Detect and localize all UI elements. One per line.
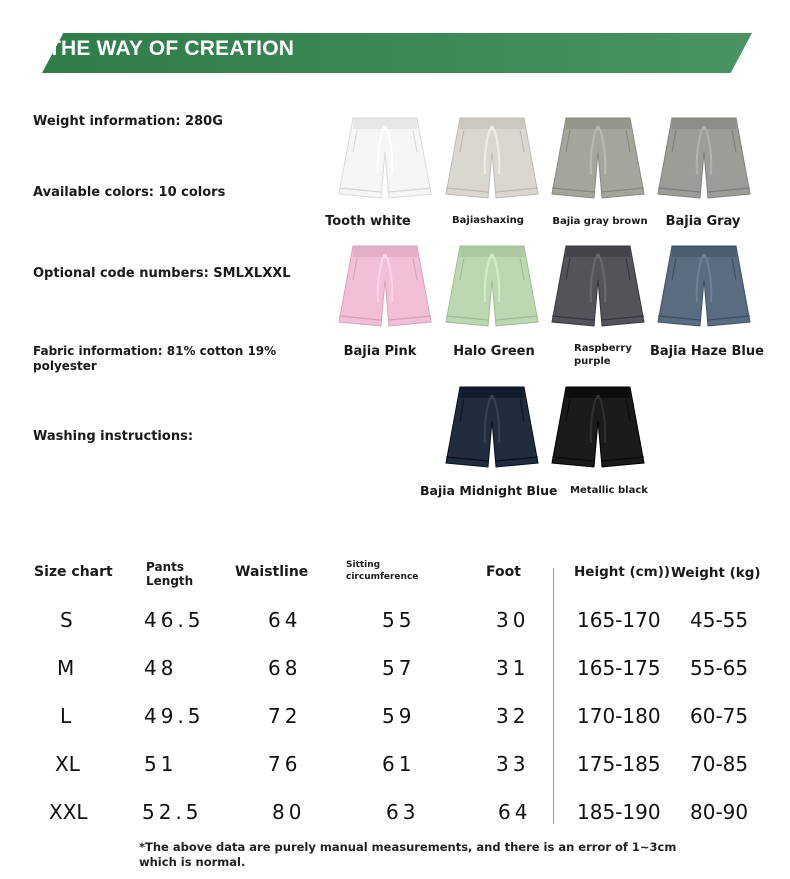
swatch-image [546,112,650,208]
cell-waist: 76 [268,752,302,776]
header-foot: Foot [486,564,521,580]
cell-weight: 45-55 [690,608,749,632]
swatch-label: Bajia Gray [665,214,741,229]
cell-waist: 68 [268,656,302,680]
spec-washing: Washing instructions: [33,429,194,444]
swatch-label: Metallic black [570,485,648,496]
header-sitting: Sitting circumference [346,560,419,582]
swatch-label: Bajia Haze Blue [650,344,764,359]
swatch-label: Tooth white [325,214,411,229]
swatch-label: Halo Green [453,344,535,359]
header-weight: Weight (kg) [671,565,761,581]
cell-length: 49.5 [144,704,205,728]
cell-sitting: 61 [382,752,416,776]
cell-weight: 80-90 [690,800,749,824]
spec-codes: Optional code numbers: SMLXLXXL [33,266,291,281]
swatch-image [333,112,437,208]
swatch-image [440,112,544,208]
cell-height: 185-190 [577,800,661,824]
swatch-image [652,240,756,336]
cell-sitting: 59 [382,704,416,728]
cell-sitting: 63 [386,800,420,824]
header-size: Size chart [34,564,113,580]
spec-fabric: Fabric information: 81% cotton 19% polyester [33,344,277,373]
swatch-label: Bajiashaxing [452,215,524,226]
cell-sitting: 57 [382,656,416,680]
swatch-label: Raspberry purple [574,343,632,367]
cell-foot: 31 [496,656,530,680]
spec-weight: Weight information: 280G [33,114,223,129]
swatch-image [652,112,756,208]
cell-foot: 33 [496,752,530,776]
swatch-image [440,240,544,336]
swatch-image [546,380,650,478]
swatch-label: Bajia Pink [343,344,417,359]
header-length: Pants Length [146,560,194,588]
swatch-image [546,240,650,336]
cell-length: 52.5 [142,800,203,824]
cell-length: 51 [144,752,178,776]
header-waist: Waistline [235,564,309,580]
cell-weight: 60-75 [690,704,749,728]
cell-foot: 64 [498,800,532,824]
swatch-image [440,380,544,478]
cell-height: 170-180 [577,704,661,728]
banner-title: THE WAY OF CREATION [48,37,295,60]
cell-size: S [60,608,73,632]
cell-size: L [60,704,72,728]
header-height: Height (cm)) [574,564,671,580]
spec-colors: Available colors: 10 colors [33,185,226,200]
cell-size: XXL [49,800,88,824]
cell-waist: 72 [268,704,302,728]
cell-foot: 32 [496,704,530,728]
swatch-label: Bajia gray brown [552,216,648,227]
cell-height: 165-170 [577,608,661,632]
cell-height: 175-185 [577,752,661,776]
measurement-note: *The above data are purely manual measurements, and there is an error of 1~3cm which is normal. [139,840,677,869]
cell-height: 165-175 [577,656,661,680]
cell-waist: 64 [268,608,302,632]
cell-weight: 55-65 [690,656,749,680]
cell-length: 48 [144,656,178,680]
cell-waist: 80 [272,800,306,824]
table-divider [553,568,554,824]
cell-length: 46.5 [144,608,205,632]
cell-weight: 70-85 [690,752,749,776]
swatch-label: Bajia Midnight Blue [420,483,558,498]
swatch-image [333,240,437,336]
cell-size: XL [55,752,80,776]
cell-sitting: 55 [382,608,416,632]
cell-foot: 30 [496,608,530,632]
cell-size: M [57,656,75,680]
